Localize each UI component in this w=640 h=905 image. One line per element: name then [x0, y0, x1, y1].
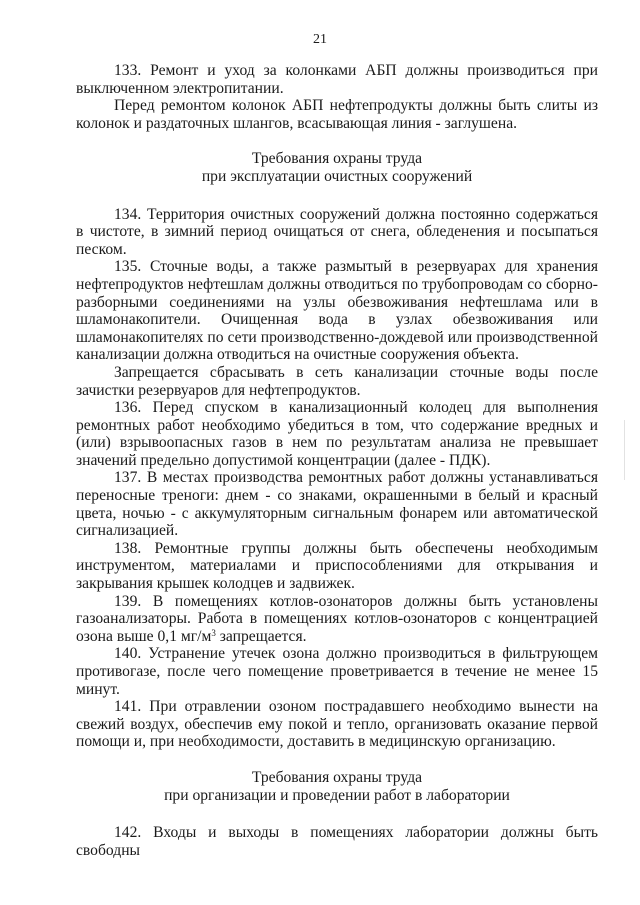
spacer	[76, 751, 598, 769]
paragraph-139-tail: запрещается.	[215, 627, 307, 645]
document-body	[76, 62, 598, 859]
superscript: 3	[211, 627, 216, 638]
spacer	[76, 132, 598, 150]
paragraph-134: 134. Территория очистных сооружений должна постоянно содержаться в чистоте, в зимний период очищаться от снега, обледенения и посыпаться песком.	[76, 205, 598, 258]
section-heading-line2: при организации и проведении работ в лаборатории	[164, 786, 510, 804]
page-number: 21	[313, 32, 327, 47]
paragraph-137: 137. В местах производства ремонтных работ должны устанавливаться переносные треноги: днем - со знаками, окрашенными в белый и красный цвета, ночью - с аккумуляторным сигнальным фонарем или автоматической сигнализацией.	[76, 469, 598, 540]
spacer	[76, 186, 598, 206]
scan-edge-line	[624, 420, 625, 480]
paragraph-133: 133. Ремонт и уход за колонками АБП должны производиться при выключенном электропитании.	[76, 62, 598, 97]
spacer	[76, 804, 598, 824]
paragraph-142: 142. Входы и выходы в помещениях лаборатории должны быть свободны	[76, 824, 598, 859]
section-heading-line1: Требования охраны труда	[251, 150, 423, 168]
paragraph-139	[76, 593, 598, 646]
paragraph-135: 135. Сточные воды, а также размытый в резервуарах для хранения нефтепродуктов нефтешлам должны отводиться по трубопроводам со сборно-разборными соединениями на узлы обезвоживания нефтешлама или в шламонакопители. Очищенная вода в узлах обезвоживания или шламонакопителях по сети производственно-дождевой или производственной канализации должна отводиться на очистные сооружения объекта.	[76, 258, 598, 364]
paragraph-136: 136. Перед спуском в канализационный колодец для выполнения ремонтных работ необходимо убедиться в том, что содержание вредных и (или) взрывоопасных газов в нем по результатам анализа не превышает значений предельно допустимой концентрации (далее - ПДК).	[76, 399, 598, 469]
paragraph-141: 141. При отравлении озоном пострадавшего необходимо вынести на свежий воздух, обеспечив ему покой и тепло, организовать оказание первой помощи и, при необходимости, доставить в медицинскую организацию.	[76, 698, 598, 751]
section-heading-line2: при эксплуатации очистных сооружений	[201, 167, 473, 185]
paragraph-133-continued: Перед ремонтом колонок АБП нефтепродукты должны быть слиты из колонок и раздаточных шлангов, всасывающая линия - заглушена.	[76, 97, 598, 132]
paragraph-140: 140. Устранение утечек озона должно производиться в фильтрующем противогазе, после чего помещение проветривается в течение не менее 15 минут.	[76, 645, 598, 698]
paragraph-139-text: 139. В помещениях котлов-озонаторов должны быть установлены газоанализаторы. Работа в помещениях котлов-озонаторов с концентрацией озона выше 0,1 мг/м	[76, 592, 598, 645]
section-heading-line1: Требования охраны труда	[251, 768, 423, 786]
paragraph-135-continued: Запрещается сбрасывать в сеть канализации сточные воды после зачистки резервуаров для нефтепродуктов.	[76, 363, 598, 399]
paragraph-138: 138. Ремонтные группы должны быть обеспечены необходимым инструментом, материалами и приспособлениями для открывания и закрывания крышек колодцев и задвижек.	[76, 539, 598, 593]
